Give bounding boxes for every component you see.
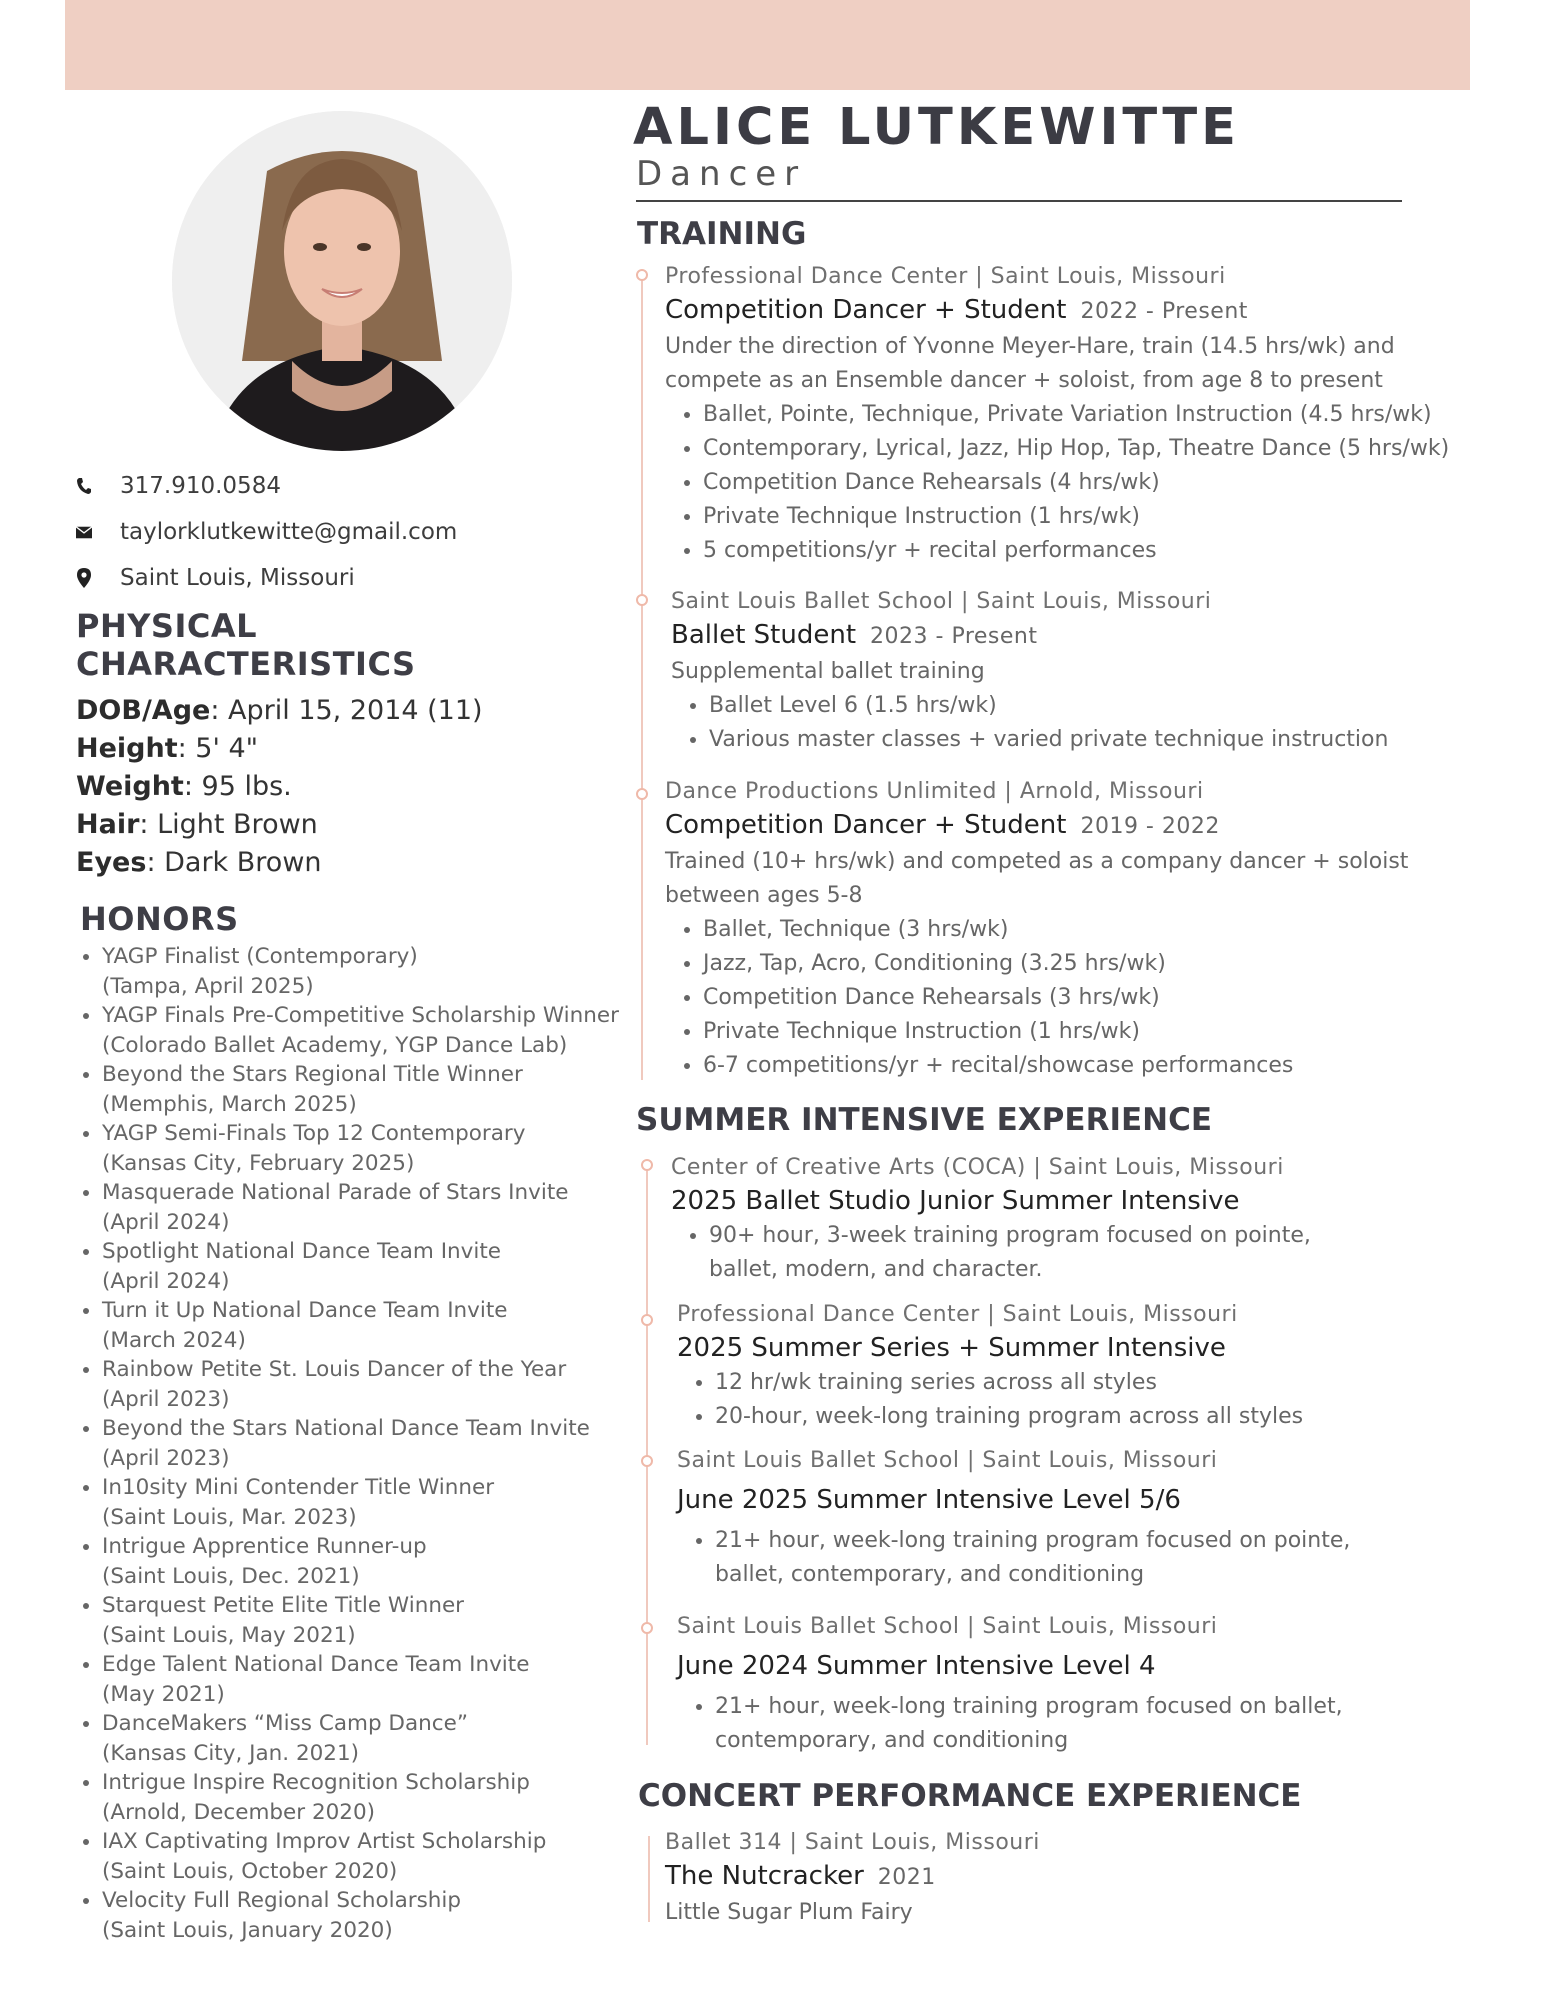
physical-value: : Dark Brown bbox=[146, 847, 322, 878]
honor-detail: (Memphis, March 2025) bbox=[102, 1091, 357, 1117]
concert-entry bbox=[665, 1828, 1365, 1930]
physical-characteristics bbox=[76, 607, 636, 882]
honor-detail: (Colorado Ballet Academy, YGP Dance Lab) bbox=[102, 1032, 568, 1058]
entry-bullet: • Ballet Level 6 (1.5 hrs/wk) bbox=[709, 689, 1491, 723]
entry-bullet: • 21+ hour, week-long training program focused on pointe, ballet, contemporary, and conditioning bbox=[715, 1524, 1355, 1592]
entry-title-text: June 2024 Summer Intensive Level 4 bbox=[677, 1651, 1156, 1681]
honor-item bbox=[102, 1768, 650, 1827]
entry-bullet: • Ballet, Pointe, Technique, Private Variation Instruction (4.5 hrs/wk) bbox=[703, 398, 1505, 432]
timeline-dot bbox=[636, 269, 648, 281]
entry-organization: Ballet 314 | Saint Louis, Missouri bbox=[665, 1830, 1040, 1855]
entry-organization: Saint Louis Ballet School | Saint Louis, Missouri bbox=[677, 1448, 1218, 1473]
physical-label: Height bbox=[76, 733, 178, 764]
entry-bullets bbox=[677, 1690, 1377, 1758]
entry-title bbox=[677, 1482, 1377, 1518]
entry-title-text: The Nutcracker bbox=[665, 1861, 864, 1891]
entry-bullets bbox=[671, 689, 1491, 757]
summer-entry bbox=[677, 1300, 1457, 1434]
physical-label: DOB/Age bbox=[76, 695, 211, 726]
entry-bullet: • Competition Dance Rehearsals (3 hrs/wk) bbox=[703, 981, 1485, 1015]
physical-row bbox=[76, 844, 636, 882]
entry-bullets bbox=[665, 398, 1505, 568]
entry-dates: 2019 - 2022 bbox=[1080, 814, 1220, 839]
honor-item bbox=[102, 1060, 650, 1119]
entry-title bbox=[677, 1648, 1377, 1684]
physical-row bbox=[76, 730, 636, 768]
honors-list bbox=[80, 942, 650, 1945]
entry-title bbox=[665, 807, 1485, 845]
header-accent-band bbox=[65, 0, 1470, 90]
entry-title-text: June 2025 Summer Intensive Level 5/6 bbox=[677, 1485, 1181, 1515]
timeline-dot bbox=[636, 594, 648, 606]
honor-title: • YAGP Semi-Finals Top 12 Contemporary bbox=[102, 1121, 526, 1146]
entry-bullet: • 90+ hour, 3-week training program focused on pointe, ballet, modern, and character. bbox=[709, 1219, 1349, 1287]
honor-title: • Intrigue Inspire Recognition Scholarship bbox=[102, 1770, 530, 1795]
entry-bullet: • Ballet, Technique (3 hrs/wk) bbox=[703, 913, 1485, 947]
honor-title: • Intrigue Apprentice Runner-up bbox=[102, 1534, 427, 1559]
entry-bullets bbox=[677, 1366, 1457, 1434]
timeline-dot bbox=[641, 1159, 653, 1171]
physical-row bbox=[76, 806, 636, 844]
honor-title: • Rainbow Petite St. Louis Dancer of the Year bbox=[102, 1357, 567, 1382]
physical-value: : Light Brown bbox=[139, 809, 318, 840]
honor-title: • Masquerade National Parade of Stars Invite bbox=[102, 1180, 569, 1205]
entry-bullet: • 21+ hour, week-long training program focused on ballet, contemporary, and conditioning bbox=[715, 1690, 1355, 1758]
honor-title: • Beyond the Stars Regional Title Winner bbox=[102, 1062, 523, 1087]
entry-bullet: • Various master classes + varied private technique instruction bbox=[709, 723, 1491, 757]
honors-heading: HONORS bbox=[80, 900, 239, 938]
entry-description: Supplemental ballet training bbox=[671, 659, 985, 684]
honor-detail: (April 2024) bbox=[102, 1268, 230, 1294]
honor-item bbox=[102, 942, 650, 1001]
honor-item bbox=[102, 1237, 650, 1296]
entry-organization: Saint Louis Ballet School | Saint Louis, Missouri bbox=[677, 1614, 1218, 1639]
honor-detail: (Tampa, April 2025) bbox=[102, 973, 314, 999]
summer-entry bbox=[677, 1446, 1377, 1592]
entry-dates: 2022 - Present bbox=[1080, 299, 1248, 324]
profile-photo bbox=[172, 111, 512, 451]
contact-info bbox=[76, 463, 636, 601]
honor-item bbox=[102, 1886, 650, 1945]
honor-item bbox=[102, 1709, 650, 1768]
entry-title bbox=[677, 1330, 1457, 1366]
honor-title: • Starquest Petite Elite Title Winner bbox=[102, 1593, 465, 1618]
entry-bullet: • Jazz, Tap, Acro, Conditioning (3.25 hrs/wk) bbox=[703, 947, 1485, 981]
honor-detail: (Kansas City, February 2025) bbox=[102, 1150, 415, 1176]
timeline-dot bbox=[636, 788, 648, 800]
honor-title: • In10sity Mini Contender Title Winner bbox=[102, 1475, 495, 1500]
honor-title: • DanceMakers “Miss Camp Dance” bbox=[102, 1711, 468, 1736]
entry-dates: 2023 - Present bbox=[870, 624, 1038, 649]
honor-title: • Spotlight National Dance Team Invite bbox=[102, 1239, 502, 1264]
physical-heading-line2: CHARACTERISTICS bbox=[76, 645, 416, 683]
entry-description: Under the direction of Yvonne Meyer-Hare, train (14.5 hrs/wk) and compete as an Ensemble dancer + soloist, from age 8 to present bbox=[665, 334, 1395, 393]
entry-bullet: • 12 hr/wk training series across all styles bbox=[715, 1366, 1457, 1400]
envelope-icon bbox=[76, 521, 92, 543]
honor-detail: (April 2024) bbox=[102, 1209, 230, 1235]
honor-detail: (Arnold, December 2020) bbox=[102, 1799, 376, 1825]
honor-detail: (Saint Louis, Mar. 2023) bbox=[102, 1504, 357, 1530]
physical-heading bbox=[76, 607, 636, 683]
candidate-role: Dancer bbox=[636, 154, 807, 194]
honor-detail: (Kansas City, Jan. 2021) bbox=[102, 1740, 360, 1766]
entry-title-text: Competition Dancer + Student bbox=[665, 295, 1067, 325]
physical-value: : April 15, 2014 (11) bbox=[210, 695, 483, 726]
honor-detail: (Saint Louis, January 2020) bbox=[102, 1917, 393, 1943]
contact-email bbox=[76, 509, 636, 555]
honor-item bbox=[102, 1119, 650, 1178]
entry-title-text: Ballet Student bbox=[671, 620, 857, 650]
phone-icon bbox=[76, 475, 92, 497]
concert-heading: CONCERT PERFORMANCE EXPERIENCE bbox=[638, 1778, 1302, 1814]
honor-item bbox=[102, 1178, 650, 1237]
training-entry bbox=[671, 587, 1491, 757]
honor-item bbox=[102, 1414, 650, 1473]
entry-bullet: • Private Technique Instruction (1 hrs/wk) bbox=[703, 500, 1505, 534]
entry-organization: Center of Creative Arts (COCA) | Saint Louis, Missouri bbox=[671, 1155, 1284, 1180]
honor-title: • Edge Talent National Dance Team Invite bbox=[102, 1652, 530, 1677]
physical-row bbox=[76, 768, 636, 806]
physical-label: Hair bbox=[76, 809, 140, 840]
summer-heading: SUMMER INTENSIVE EXPERIENCE bbox=[636, 1102, 1213, 1138]
honors-section bbox=[80, 900, 650, 1945]
timeline-dot bbox=[641, 1314, 653, 1326]
concert-timeline bbox=[648, 1836, 650, 1922]
entry-description: Little Sugar Plum Fairy bbox=[665, 1900, 913, 1925]
physical-value: : 5' 4" bbox=[177, 733, 259, 764]
entry-organization: Dance Productions Unlimited | Arnold, Missouri bbox=[665, 779, 1204, 804]
entry-bullet: • Competition Dance Rehearsals (4 hrs/wk) bbox=[703, 466, 1505, 500]
contact-location bbox=[76, 555, 636, 601]
entry-title-text: 2025 Ballet Studio Junior Summer Intensive bbox=[671, 1186, 1240, 1216]
honor-detail: (March 2024) bbox=[102, 1327, 246, 1353]
honor-detail: (Saint Louis, October 2020) bbox=[102, 1858, 398, 1884]
honor-item bbox=[102, 1355, 650, 1414]
timeline-dot bbox=[641, 1622, 653, 1634]
honor-title: • Turn it Up National Dance Team Invite bbox=[102, 1298, 508, 1323]
honor-item bbox=[102, 1591, 650, 1650]
honor-item bbox=[102, 1001, 650, 1060]
entry-bullet: • Contemporary, Lyrical, Jazz, Hip Hop, Tap, Theatre Dance (5 hrs/wk) bbox=[703, 432, 1505, 466]
entry-description: Trained (10+ hrs/wk) and competed as a company dancer + soloist between ages 5-8 bbox=[665, 849, 1409, 908]
entry-bullet: • Private Technique Instruction (1 hrs/wk) bbox=[703, 1015, 1485, 1049]
training-entry bbox=[665, 262, 1505, 568]
honor-detail: (April 2023) bbox=[102, 1445, 230, 1471]
honor-detail: (April 2023) bbox=[102, 1386, 230, 1412]
entry-bullets bbox=[671, 1219, 1371, 1287]
entry-bullets bbox=[677, 1524, 1377, 1592]
physical-label: Weight bbox=[76, 771, 184, 802]
honor-item bbox=[102, 1827, 650, 1886]
contact-phone bbox=[76, 463, 636, 509]
entry-title bbox=[665, 292, 1505, 330]
honor-detail: (Saint Louis, May 2021) bbox=[102, 1622, 356, 1648]
training-heading: TRAINING bbox=[637, 216, 807, 252]
honor-title: • IAX Captivating Improv Artist Scholarship bbox=[102, 1829, 547, 1854]
entry-organization: Professional Dance Center | Saint Louis, Missouri bbox=[665, 264, 1226, 289]
entry-dates: 2021 bbox=[877, 1865, 936, 1890]
summer-entry bbox=[671, 1153, 1371, 1287]
honor-title: • YAGP Finals Pre-Competitive Scholarship Winner bbox=[102, 1003, 619, 1028]
phone-number[interactable]: 317.910.0584 bbox=[120, 473, 281, 499]
physical-rows bbox=[76, 692, 636, 882]
timeline-dot bbox=[641, 1455, 653, 1467]
email-address[interactable]: taylorklutkewitte@gmail.com bbox=[120, 519, 458, 545]
honor-detail: (May 2021) bbox=[102, 1681, 225, 1707]
physical-row bbox=[76, 692, 636, 730]
entry-title-text: Competition Dancer + Student bbox=[665, 810, 1067, 840]
training-timeline bbox=[641, 280, 643, 1080]
entry-title bbox=[665, 1858, 1365, 1896]
entry-bullets bbox=[665, 913, 1485, 1083]
location-text: Saint Louis, Missouri bbox=[120, 565, 355, 591]
honor-detail: (Saint Louis, Dec. 2021) bbox=[102, 1563, 360, 1589]
honor-title: • Velocity Full Regional Scholarship bbox=[102, 1888, 462, 1913]
honor-title: • YAGP Finalist (Contemporary) bbox=[102, 944, 418, 969]
entry-title bbox=[671, 617, 1491, 655]
entry-title bbox=[671, 1183, 1371, 1219]
candidate-name: ALICE LUTKEWITTE bbox=[633, 98, 1241, 157]
physical-heading-line1: PHYSICAL bbox=[76, 607, 257, 645]
honor-item bbox=[102, 1650, 650, 1709]
entry-organization: Professional Dance Center | Saint Louis, Missouri bbox=[677, 1302, 1238, 1327]
entry-organization: Saint Louis Ballet School | Saint Louis, Missouri bbox=[671, 589, 1212, 614]
honor-title: • Beyond the Stars National Dance Team Invite bbox=[102, 1416, 590, 1441]
summer-entry bbox=[677, 1612, 1377, 1758]
entry-bullet: • 20-hour, week-long training program across all styles bbox=[715, 1400, 1457, 1434]
header-divider bbox=[636, 200, 1402, 202]
map-pin-icon bbox=[76, 567, 92, 589]
physical-label: Eyes bbox=[76, 847, 147, 878]
physical-value: : 95 lbs. bbox=[183, 771, 292, 802]
honor-item bbox=[102, 1473, 650, 1532]
entry-bullet: • 6-7 competitions/yr + recital/showcase performances bbox=[703, 1049, 1485, 1083]
entry-title-text: 2025 Summer Series + Summer Intensive bbox=[677, 1333, 1226, 1363]
honor-item bbox=[102, 1296, 650, 1355]
entry-bullet: • 5 competitions/yr + recital performances bbox=[703, 534, 1505, 568]
training-entry bbox=[665, 777, 1485, 1083]
honor-item bbox=[102, 1532, 650, 1591]
